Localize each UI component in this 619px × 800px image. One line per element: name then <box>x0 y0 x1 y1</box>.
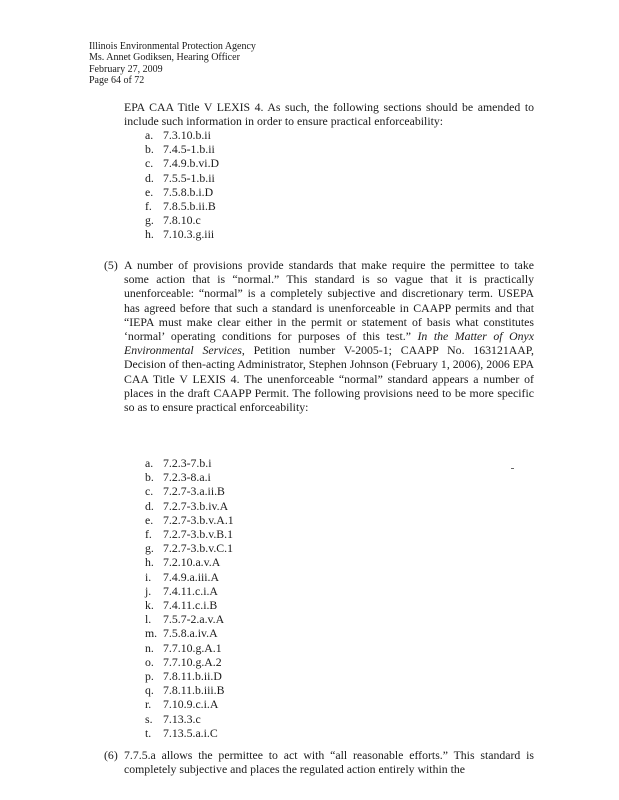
list-item: h. 7.2.10.a.v.A <box>145 555 221 570</box>
list-item: m. 7.5.8.a.iv.A <box>145 626 218 641</box>
header-agency: Illinois Environmental Protection Agency <box>89 41 256 52</box>
list-item: e. 7.5.8.b.i.D <box>145 184 214 199</box>
list-item: d. 7.5.5-1.b.ii <box>145 170 215 185</box>
list-item: f. 7.8.5.b.ii.B <box>145 199 216 214</box>
list-item: q. 7.8.11.b.iii.B <box>145 683 225 698</box>
intro-paragraph: EPA CAA Title V LEXIS 4. As such, the following sections should be amended to include such information in order to ensure practical enforceability: <box>124 100 534 129</box>
list-item: n. 7.7.10.g.A.1 <box>145 640 222 655</box>
list-item: s. 7.13.3.c <box>145 711 201 726</box>
paragraph-number: (6) <box>104 748 118 762</box>
list-item: p. 7.8.11.b.ii.D <box>145 669 222 684</box>
list-item: k. 7.4.11.c.i.B <box>145 598 218 613</box>
section-list-2 <box>145 456 234 740</box>
list-item: l. 7.5.7-2.a.v.A <box>145 612 225 627</box>
list-item: b. 7.2.3-8.a.i <box>145 470 211 485</box>
list-item: a. 7.3.10.b.ii <box>145 128 211 142</box>
header-recipient: Ms. Annet Godiksen, Hearing Officer <box>89 52 240 64</box>
header-date: February 27, 2009 <box>89 63 163 75</box>
list-item: g. 7.8.10.c <box>145 213 201 228</box>
letter-header <box>89 41 256 87</box>
list-item: i. 7.4.9.a.iii.A <box>145 569 220 584</box>
list-item: a. 7.2.3-7.b.i <box>145 456 212 470</box>
paragraph-5-body: A number of provisions provide standards that make require the permittee to take some action that is “normal.” This standard is so vague that it is practically unenforceable: “normal” is a completely subjective and discretionary term. USEPA has agreed before that such a standard is unenforceable in CAAPP permits and that “IEPA must make clear either in the permit or statement of basis what constitutes ‘normal’ operating conditions for purposes of this test.” In the Matter of Onyx Environmental Services, Petition number V-2005-1; CAAPP No. 163121AAP, Decision of then-acting Administrator, Stephen Johnson (February 1, 2006), 2006 EPA CAA Title V LEXIS 4. The unenforceable “normal” standard appears a number of places in the draft CAAPP Permit. The following provisions need to be more specific so as to ensure practical enforceability: <box>124 258 534 415</box>
list-item: d. 7.2.7-3.b.iv.A <box>145 498 229 513</box>
list-item: o. 7.7.10.g.A.2 <box>145 654 222 669</box>
list-item: g. 7.2.7-3.b.v.C.1 <box>145 541 234 556</box>
stray-mark <box>511 468 514 469</box>
header-page-number: Page 64 of 72 <box>89 75 145 87</box>
paragraph-5 <box>104 258 534 414</box>
list-item: f. 7.2.7-3.b.v.B.1 <box>145 527 234 542</box>
list-item: r. 7.10.9.c.i.A <box>145 697 219 712</box>
list-item: t. 7.13.5.a.i.C <box>145 725 218 740</box>
list-item: h. 7.10.3.g.iii <box>145 227 215 242</box>
paragraph-6-body: 7.7.5.a allows the permittee to act with “all reasonable efforts.” This standard is completely subjective and places the regulated action entirely within the <box>124 748 534 777</box>
list-item: c. 7.2.7-3.a.ii.B <box>145 484 225 499</box>
paragraph-number: (5) <box>104 258 118 272</box>
section-list-1 <box>145 128 219 242</box>
list-item: c. 7.4.9.b.vi.D <box>145 156 220 171</box>
list-item: b. 7.4.5-1.b.ii <box>145 142 215 157</box>
case-citation: In the Matter of Onyx Environmental Services <box>124 329 534 358</box>
paragraph-6 <box>104 748 534 776</box>
list-item: e. 7.2.7-3.b.v.A.1 <box>145 512 234 527</box>
list-item: j. 7.4.11.c.i.A <box>145 583 218 598</box>
